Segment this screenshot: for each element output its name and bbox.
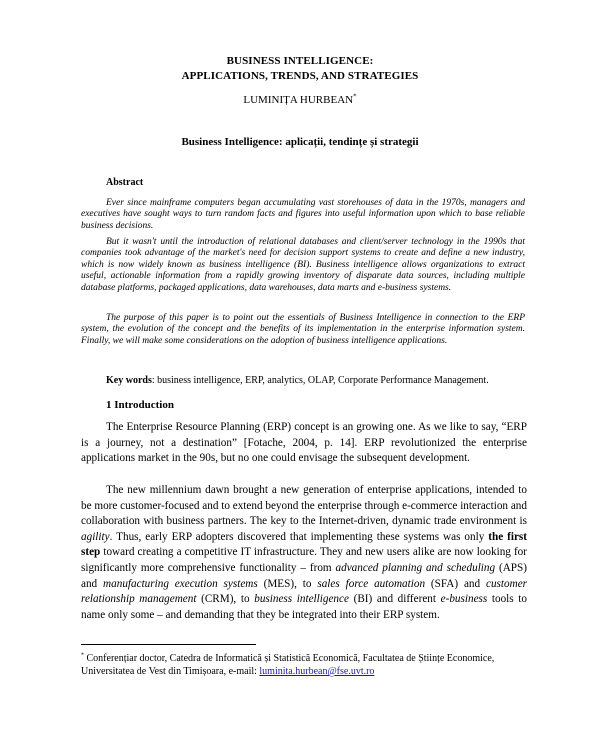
intro-p2-text-9: tools to name only some – and demanding that they be integrated into their ERP system. (81, 593, 527, 621)
intro-p2-text-6: (SFA) and (425, 577, 486, 590)
author-footnote-mark: * (353, 92, 357, 101)
abstract-paragraph-2: But it wasn't until the introduction of relational databases and client/server technology in the 1990s that companies took advantage of the market's need for decision support systems to create and define a new industry, which is now widely known as business intelligence (BI). Business intelligence allows organizations to extract useful, actionable information from a rapidly growing inventory of disparate data sources, including multiple database platforms, packaged applications, data warehouses, data marts and e-business systems. (81, 237, 525, 293)
paper-title (0, 54, 600, 84)
keywords-label: Key words (106, 375, 152, 386)
term-sfa: sales force automation (317, 577, 426, 590)
intro-p2-text-3: toward creating a competitive IT infrastructure. They and new users alike are now looking for significantly more comprehensive functionality – from (81, 546, 527, 574)
term-aps: advanced planning and scheduling (335, 561, 496, 574)
author-email-link[interactable]: luminita.hurbean@fse.uvt.ro (259, 666, 375, 677)
term-ebusiness: e-business (440, 593, 488, 606)
footnote-mark: * (81, 652, 84, 659)
author-line (0, 94, 600, 106)
term-bi: business intelligence (254, 593, 349, 606)
term-agility: agility (81, 530, 110, 543)
paper-title-line-1: BUSINESS INTELLIGENCE: (226, 55, 374, 67)
intro-p2-text-4: (APS) and (81, 561, 527, 590)
keywords-line (106, 375, 489, 386)
intro-p2-text-8: (BI) and different (348, 593, 441, 606)
intro-p2-text-1: The new millennium dawn brought a new generation of enterprise applications, intended to be more customer-focused and to extend beyond the enterprise through e-commerce interaction and collaboration with business partners. The key to the Internet-driven, dynamic trade environment is (81, 484, 527, 528)
abstract-heading: Abstract (106, 177, 144, 188)
keywords-text: : business intelligence, ERP, analytics, OLAP, Corporate Performance Management. (151, 375, 489, 386)
intro-p2-text-7: (CRM), to (196, 593, 255, 606)
author-name: LUMINIȚA HURBEAN (243, 94, 354, 106)
term-crm: customer relationship management (81, 577, 528, 606)
footnote-divider (81, 644, 256, 645)
intro-paragraph-2 (81, 483, 527, 623)
intro-p2-text-2: . Thus, early ERP adopters discovered that implementing these systems was only (109, 530, 489, 543)
intro-paragraph-1: The Enterprise Resource Planning (ERP) concept is an growing one. As we like to say, “ERP is a journey, not a destination” [Fotache, 2004, p. 14]. ERP revolutionized the enterprise applications market in the 90s, but no one could envisage the subsequent development. (81, 421, 527, 465)
abstract-paragraph-3: The purpose of this paper is to point out the essentials of Business Intelligence in connection to the ERP system, the evolution of the concept and the benefits of its implementation in the enterprise information system. Finally, we will make some considerations on the adoption of business intelligence applications. (81, 313, 525, 346)
term-mes: manufacturing execution systems (103, 577, 258, 590)
romanian-subtitle: Business Intelligence: aplicații, tendințe și strategii (181, 136, 419, 148)
paper-title-line-2: APPLICATIONS, TRENDS, AND STRATEGIES (181, 70, 419, 82)
footnote-text: Conferențiar doctor, Catedra de Informatică și Statistică Economică, Facultatea de Științe Economice, Universitatea de Vest din Timișoara, e-mail: (81, 653, 495, 677)
term-first-step: the first step (81, 530, 527, 559)
footnote (81, 652, 531, 678)
intro-p2-text-5: (MES), to (257, 577, 318, 590)
section-heading-introduction: 1 Introduction (106, 399, 174, 411)
abstract-paragraph-1: Ever since mainframe computers began accumulating vast storehouses of data in the 1970s, managers and executives have sought ways to turn random facts and figures into useful information upon which to base reliable business decisions. (81, 198, 525, 231)
